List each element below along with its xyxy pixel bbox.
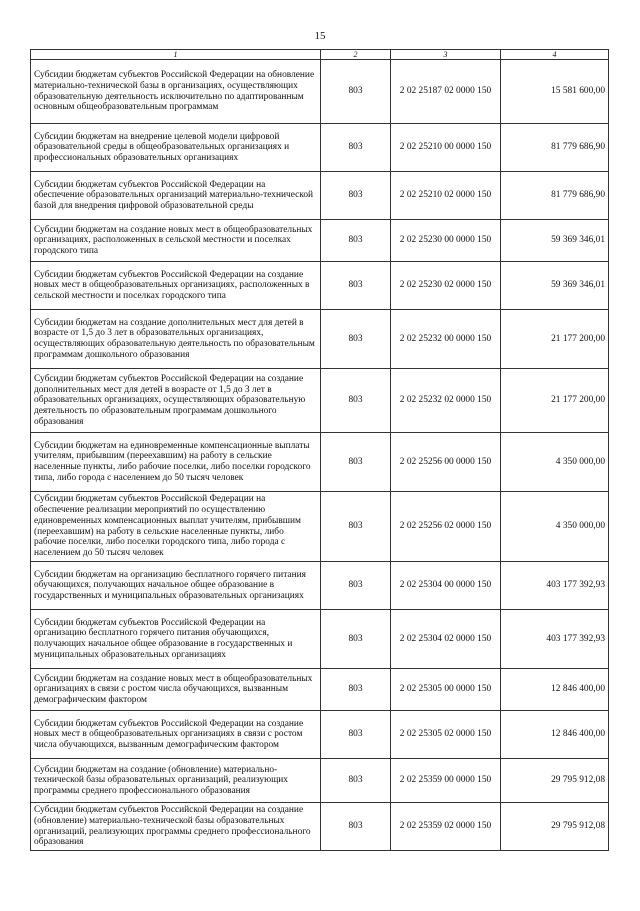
row-admin-code: 803	[321, 172, 391, 220]
row-amount: 29 795 912,08	[501, 803, 609, 851]
row-amount: 15 581 600,00	[501, 60, 609, 124]
row-description: Субсидии бюджетам субъектов Российской Федерации на создание новых мест в общеобразовательных организациях, расположенных в сельской местности и поселках городского типа	[31, 262, 321, 310]
row-admin-code: 803	[321, 220, 391, 262]
budget-table	[30, 49, 609, 851]
row-admin-code: 803	[321, 803, 391, 851]
header-row	[31, 50, 609, 60]
row-description: Субсидии бюджетам субъектов Российской Федерации на обеспечение образовательных организаций материально-технической базой для внедрения цифровой образовательной среды	[31, 172, 321, 220]
row-admin-code: 803	[321, 124, 391, 172]
table-row	[31, 369, 609, 433]
row-budget-code: 2 02 25304 02 0000 150	[391, 610, 501, 669]
row-admin-code: 803	[321, 610, 391, 669]
row-budget-code: 2 02 25305 00 0000 150	[391, 669, 501, 711]
row-amount: 29 795 912,08	[501, 759, 609, 803]
table-row	[31, 803, 609, 851]
row-description: Субсидии бюджетам на организацию бесплатного горячего питания обучающихся, получающих начальное общее образование в государственных и муниципальных образовательных организациях	[31, 562, 321, 610]
row-amount: 12 846 400,00	[501, 669, 609, 711]
row-budget-code: 2 02 25256 00 0000 150	[391, 433, 501, 492]
row-description: Субсидии бюджетам субъектов Российской Федерации на создание (обновление) материально-технической базы образовательных организаций, реализующих программы среднего профессионального образования	[31, 803, 321, 851]
row-amount: 59 369 346,01	[501, 220, 609, 262]
row-budget-code: 2 02 25256 02 0000 150	[391, 492, 501, 562]
row-description: Субсидии бюджетам субъектов Российской Федерации на обновление материально-технической базы в организациях, осуществляющих образовательную деятельность исключительно по адаптированным основным общеобразовательным программам	[31, 60, 321, 124]
table-row	[31, 262, 609, 310]
page-number: 15	[314, 30, 326, 42]
row-description: Субсидии бюджетам субъектов Российской Федерации на создание дополнительных мест для детей в возрасте от 1,5 до 3 лет в образовательных организациях, осуществляющих образовательную деятельность по образовательным программам дошкольного образования	[31, 369, 321, 433]
column-header-1: 1	[31, 50, 321, 60]
column-header-2: 2	[321, 50, 391, 60]
row-admin-code: 803	[321, 60, 391, 124]
row-description: Субсидии бюджетам на единовременные компенсационные выплаты учителям, прибывшим (переехавшим) на работу в сельские населенные пункты, либо рабочие поселки, либо поселки городского типа, либо города с населением до 50 тысяч человек	[31, 433, 321, 492]
table-row	[31, 172, 609, 220]
row-admin-code: 803	[321, 759, 391, 803]
row-amount: 4 350 000,00	[501, 492, 609, 562]
row-amount: 403 177 392,93	[501, 562, 609, 610]
table-row	[31, 759, 609, 803]
row-admin-code: 803	[321, 310, 391, 369]
table-row	[31, 124, 609, 172]
table-row	[31, 310, 609, 369]
row-description: Субсидии бюджетам субъектов Российской Федерации на обеспечение реализации мероприятий по осуществлению единовременных компенсационных выплат учителям, прибывшим (переехавшим) на работу в сельские населенные пункты, либо рабочие поселки, либо поселки городского типа, либо города с населением до 50 тысяч человек	[31, 492, 321, 562]
row-amount: 4 350 000,00	[501, 433, 609, 492]
row-admin-code: 803	[321, 492, 391, 562]
row-admin-code: 803	[321, 669, 391, 711]
row-description: Субсидии бюджетам субъектов Российской Федерации на организацию бесплатного горячего питания обучающихся, получающих начальное общее образование в государственных и муниципальных образовательных организациях	[31, 610, 321, 669]
row-amount: 21 177 200,00	[501, 310, 609, 369]
table-row	[31, 711, 609, 759]
row-amount: 403 177 392,93	[501, 610, 609, 669]
row-amount: 12 846 400,00	[501, 711, 609, 759]
row-description: Субсидии бюджетам на создание новых мест в общеобразовательных организациях, расположенных в сельской местности и поселках городского типа	[31, 220, 321, 262]
row-budget-code: 2 02 25232 02 0000 150	[391, 369, 501, 433]
row-budget-code: 2 02 25359 00 0000 150	[391, 759, 501, 803]
row-amount: 81 779 686,90	[501, 172, 609, 220]
row-budget-code: 2 02 25230 00 0000 150	[391, 220, 501, 262]
row-admin-code: 803	[321, 433, 391, 492]
row-budget-code: 2 02 25230 02 0000 150	[391, 262, 501, 310]
row-amount: 81 779 686,90	[501, 124, 609, 172]
row-budget-code: 2 02 25187 02 0000 150	[391, 60, 501, 124]
row-budget-code: 2 02 25304 00 0000 150	[391, 562, 501, 610]
row-budget-code: 2 02 25210 02 0000 150	[391, 172, 501, 220]
row-description: Субсидии бюджетам на создание (обновление) материально-технической базы образовательных организаций, реализующих программы среднего профессионального образования	[31, 759, 321, 803]
table-row	[31, 610, 609, 669]
row-amount: 59 369 346,01	[501, 262, 609, 310]
row-budget-code: 2 02 25232 00 0000 150	[391, 310, 501, 369]
row-description: Субсидии бюджетам на внедрение целевой модели цифровой образовательной среды в общеобразовательных организациях и профессиональных образовательных организациях	[31, 124, 321, 172]
row-budget-code: 2 02 25210 00 0000 150	[391, 124, 501, 172]
row-budget-code: 2 02 25305 02 0000 150	[391, 711, 501, 759]
table-row	[31, 60, 609, 124]
row-description: Субсидии бюджетам субъектов Российской Федерации на создание новых мест в общеобразовательных организациях в связи с ростом числа обучающихся, вызванным демографическим фактором	[31, 711, 321, 759]
row-admin-code: 803	[321, 711, 391, 759]
row-description: Субсидии бюджетам на создание новых мест в общеобразовательных организациях в связи с ростом числа обучающихся, вызванным демографическим фактором	[31, 669, 321, 711]
column-header-4: 4	[501, 50, 609, 60]
table-row	[31, 669, 609, 711]
row-description: Субсидии бюджетам на создание дополнительных мест для детей в возрасте от 1,5 до 3 лет в образовательных организациях, осуществляющих образовательную деятельность по образовательным программам дошкольного образования	[31, 310, 321, 369]
row-amount: 21 177 200,00	[501, 369, 609, 433]
table-row	[31, 492, 609, 562]
row-admin-code: 803	[321, 562, 391, 610]
row-budget-code: 2 02 25359 02 0000 150	[391, 803, 501, 851]
table-row	[31, 562, 609, 610]
table-row	[31, 433, 609, 492]
table-row	[31, 220, 609, 262]
row-admin-code: 803	[321, 262, 391, 310]
row-admin-code: 803	[321, 369, 391, 433]
column-header-3: 3	[391, 50, 501, 60]
